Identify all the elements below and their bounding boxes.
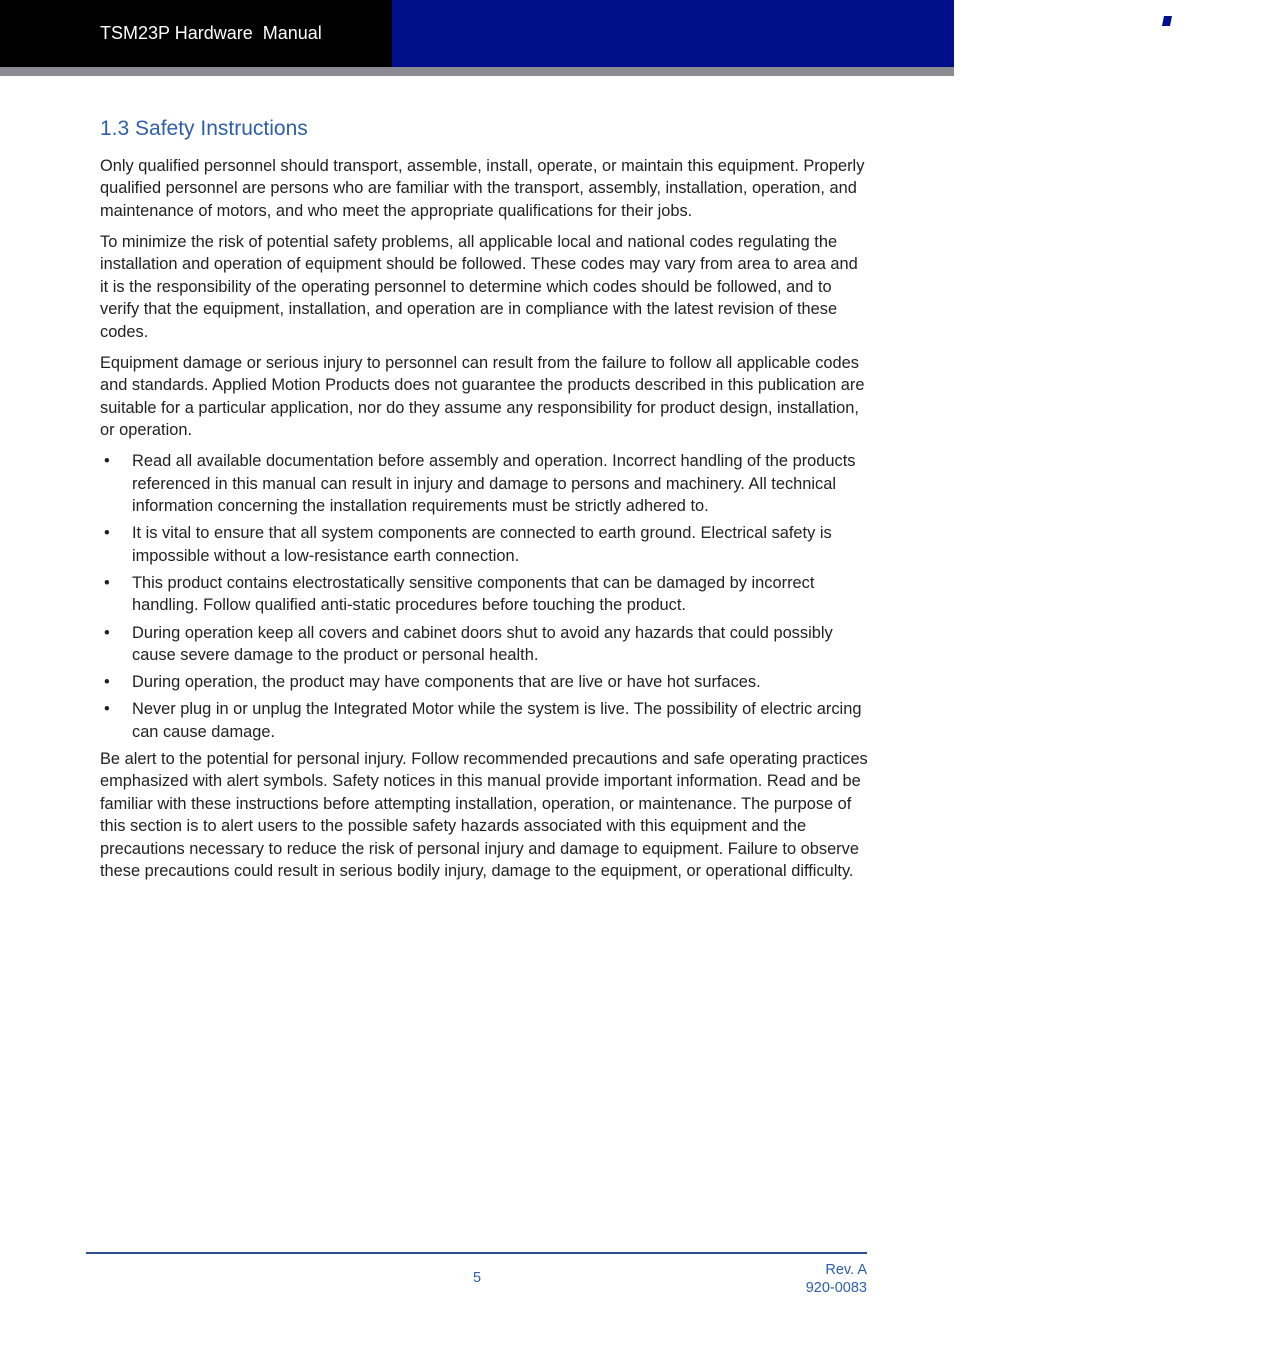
list-item bbox=[100, 671, 870, 693]
safety-bullet-list bbox=[100, 450, 870, 743]
document-number: 920-0083 bbox=[805, 1280, 867, 1296]
page-header bbox=[0, 0, 1246, 67]
list-item bbox=[100, 698, 870, 743]
list-item bbox=[100, 622, 870, 667]
bullet-marker: • bbox=[104, 524, 110, 543]
list-item-text: This product contains electrostatically sensitive components that can be damaged by incorrect handling. Follow qualified anti-static procedures before touching the product. bbox=[132, 573, 815, 615]
section-heading: 1.3 Safety Instructions bbox=[100, 117, 308, 140]
list-item bbox=[100, 572, 870, 617]
list-item-text: During operation, the product may have components that are live or have hot surfaces. bbox=[132, 673, 761, 692]
list-item-text: Read all available documentation before assembly and operation. Incorrect handling of the products referenced in this manual can result in injury and damage to persons and machinery. All technical information concerning the installation requirements must be strictly adhered to. bbox=[132, 452, 856, 516]
logo-line: Applied bbox=[1189, 6, 1237, 21]
applied-motion-logo-icon bbox=[1096, 6, 1192, 62]
header-title-panel bbox=[0, 0, 392, 67]
logo-wordmark bbox=[1189, 7, 1245, 49]
paragraph: Only qualified personnel should transport, assemble, install, operate, or maintain this equipment. Properly qualified personnel are persons who are familiar with the transport, assembly, installation, operation, and maintenance of motors, and who meet the appropriate qualifications for their jobs. bbox=[100, 157, 865, 220]
bullet-marker: • bbox=[104, 623, 110, 642]
logo-line: Motion bbox=[1189, 20, 1232, 35]
bullet-marker: • bbox=[104, 452, 110, 471]
bullet-marker: • bbox=[104, 700, 110, 719]
main-content bbox=[100, 117, 870, 891]
list-item bbox=[100, 522, 870, 567]
footer-divider bbox=[86, 1252, 867, 1254]
list-item-text: Never plug in or unplug the Integrated Motor while the system is live. The possibility of electric arcing can cause damage. bbox=[132, 700, 862, 741]
list-item-text: It is vital to ensure that all system components are connected to earth ground. Electrical safety is impossible without a low-resistance earth connection. bbox=[132, 524, 832, 565]
list-item bbox=[100, 450, 870, 517]
closing-paragraph: Be alert to the potential for personal injury. Follow recommended precautions and safe operating practices emphasized with alert symbols. Safety notices in this manual provide important information. Read and be familiar with these instructions before attempting installation, operation, or maintenance. The purpose of this section is to alert users to the possible safety hazards associated with this equipment and the precautions necessary to reduce the risk of personal injury and damage to equipment. Failure to observe these precautions could result in serious bodily injury, damage to the equipment, or operational difficulty. bbox=[100, 749, 868, 880]
header-logo-panel bbox=[392, 0, 1246, 67]
document-title: TSM23P Hardware Manual bbox=[100, 23, 322, 43]
header-divider-bar bbox=[0, 67, 954, 76]
list-item-text: During operation keep all covers and cabinet doors shut to avoid any hazards that could possibly cause severe damage to the product or personal health. bbox=[132, 623, 833, 664]
bullet-marker: • bbox=[104, 573, 110, 592]
bullet-marker: • bbox=[104, 673, 110, 692]
logo-line: Products bbox=[1189, 34, 1246, 49]
paragraph: To minimize the risk of potential safety problems, all applicable local and national codes regulating the installation and operation of equipment should be followed. These codes may vary from area to area and it is the responsibility of the operating personnel to determine which codes should be followed, and to verify that the equipment, installation, and operation are in compliance with the latest revision of these codes. bbox=[100, 233, 858, 341]
revision-label: Rev. A bbox=[825, 1262, 867, 1278]
page-number: 5 bbox=[472, 1270, 482, 1286]
applied-motion-logo bbox=[1096, 6, 1266, 62]
paragraph: Equipment damage or serious injury to personnel can result from the failure to follow all applicable codes and standards. Applied Motion Products does not guarantee the products described in this publication are suitable for a particular application, nor do they assume any responsibility for product design, installation, or operation. bbox=[100, 353, 865, 440]
revision-block bbox=[806, 1261, 867, 1297]
